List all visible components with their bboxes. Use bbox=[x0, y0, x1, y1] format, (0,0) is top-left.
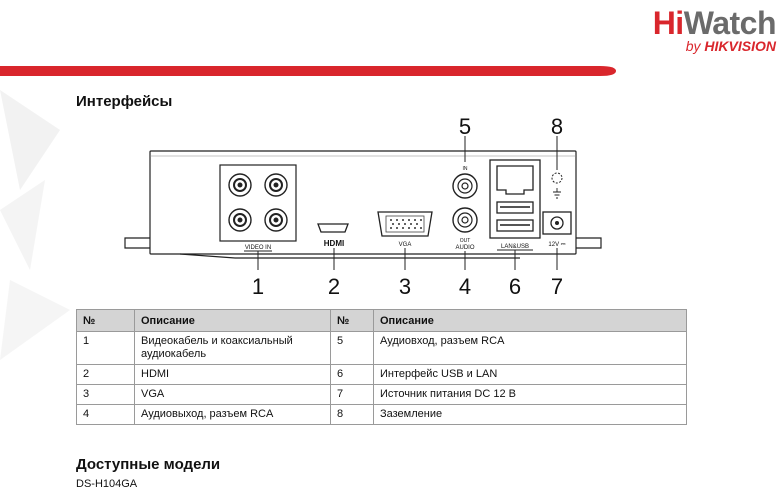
callout-2: 2 bbox=[327, 274, 341, 299]
header-desc-1: Описание bbox=[135, 310, 331, 332]
section-title-models: Доступные модели bbox=[76, 456, 221, 473]
rca-audio-out bbox=[453, 208, 477, 232]
cell-num: 6 bbox=[331, 365, 374, 385]
device-rear-panel-diagram bbox=[0, 110, 784, 300]
label-audio: AUDIO bbox=[455, 245, 475, 251]
cell-desc: Видеокабель и коаксиальный аудиокабель bbox=[135, 332, 331, 365]
cell-num: 7 bbox=[331, 385, 374, 405]
table-row bbox=[77, 332, 687, 365]
ground-terminal bbox=[552, 173, 562, 183]
label-video-in: VIDEO IN bbox=[244, 245, 272, 251]
lan-port bbox=[497, 166, 533, 194]
label-hdmi: HDMI bbox=[323, 239, 345, 248]
label-lan-usb: LAN&USB bbox=[500, 244, 530, 250]
cell-num: 3 bbox=[77, 385, 135, 405]
section-title-interfaces: Интерфейсы bbox=[76, 93, 173, 110]
model-name: DS-H104GA bbox=[76, 478, 138, 490]
cell-desc: Аудиовход, разъем RCA bbox=[374, 332, 687, 365]
cell-desc: VGA bbox=[135, 385, 331, 405]
table-header-row bbox=[77, 310, 687, 332]
interfaces-table bbox=[76, 309, 687, 425]
callout-5: 5 bbox=[458, 114, 472, 139]
callout-4: 4 bbox=[458, 274, 472, 299]
cell-num: 2 bbox=[77, 365, 135, 385]
cell-desc: Аудиовыход, разъем RCA bbox=[135, 405, 331, 425]
label-audio-in: IN bbox=[462, 166, 468, 172]
rca-audio-in bbox=[453, 174, 477, 198]
table-row bbox=[77, 405, 687, 425]
label-power: 12V ⎓ bbox=[548, 242, 566, 248]
callout-6: 6 bbox=[508, 274, 522, 299]
cell-desc: HDMI bbox=[135, 365, 331, 385]
table-row bbox=[77, 385, 687, 405]
cell-num: 4 bbox=[77, 405, 135, 425]
header-num-2: № bbox=[331, 310, 374, 332]
table-row bbox=[77, 365, 687, 385]
cell-desc: Источник питания DC 12 В bbox=[374, 385, 687, 405]
cell-desc: Интерфейс USB и LAN bbox=[374, 365, 687, 385]
callout-8: 8 bbox=[550, 114, 564, 139]
header-desc-2: Описание bbox=[374, 310, 687, 332]
header-num-1: № bbox=[77, 310, 135, 332]
bnc-connectors bbox=[229, 174, 287, 231]
cell-num: 1 bbox=[77, 332, 135, 365]
callout-7: 7 bbox=[550, 274, 564, 299]
hdmi-port bbox=[318, 224, 348, 232]
header-red-band bbox=[0, 62, 784, 76]
cell-desc: Заземление bbox=[374, 405, 687, 425]
cell-num: 8 bbox=[331, 405, 374, 425]
cell-num: 5 bbox=[331, 332, 374, 365]
callout-1: 1 bbox=[251, 274, 265, 299]
brand-logo: HiWatch by HIKVISION bbox=[652, 5, 776, 54]
callout-3: 3 bbox=[398, 274, 412, 299]
label-audio-out: OUT bbox=[459, 238, 471, 244]
label-vga: VGA bbox=[398, 242, 412, 248]
